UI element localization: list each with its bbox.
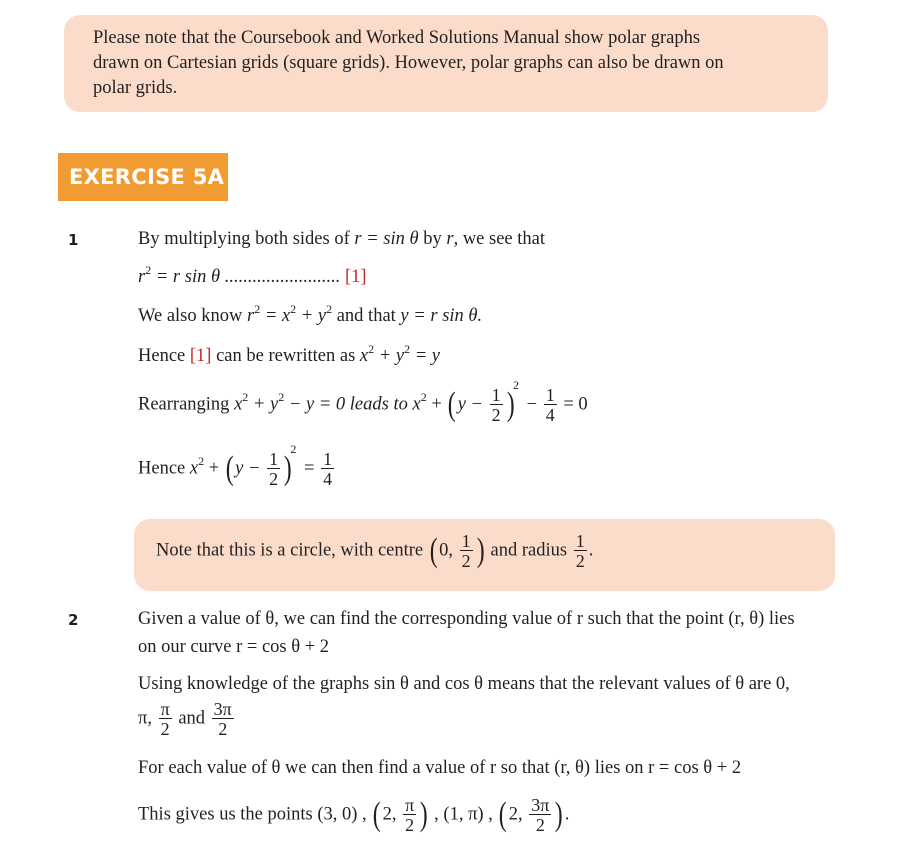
note-box-polar-grids xyxy=(64,15,828,112)
note-circle-text: Note that this is a circle, with centre (0, $\frac{1}{2}$ ) and radius $\frac{1}{2}$ . xyxy=(156,531,594,571)
question-number-2: 2 xyxy=(68,611,79,629)
q1-equation-1: $r^2 = r$ sin θ ......................... [1] xyxy=(138,263,367,287)
q2-theta-values: π, $\frac{\pi}{2}$ and $\frac{3\pi}{2}$ xyxy=(138,699,232,739)
q2-line-5: For each value of θ we can then find a value of r so that (r, θ) lies on r = cos θ + 2 xyxy=(138,758,742,778)
equation-reference-1: [1] xyxy=(344,267,367,287)
q2-line-3: Using knowledge of the graphs sin θ and cos θ means that the relevant values of θ are 0, xyxy=(138,674,790,694)
q1-final-equation: Hence $x^2 + (y$ − $\frac{1}{2}$ )$^2$ = $\frac{1}{4}$ xyxy=(138,442,333,489)
q1-rearranging: Rearranging $x^2 + y^2 - y = 0$ leads to $x^2 + (y$ − $\frac{1}{2}$ )$^2$ − $\frac{1}{4}$ = 0 xyxy=(138,378,588,425)
q1-also-know: We also know $r^2 = x^2 + y^2$ and that y = r sin θ. xyxy=(138,302,483,326)
q2-line-2: on our curve r = cos θ + 2 xyxy=(138,637,330,657)
question-number-1: 1 xyxy=(68,231,79,249)
note-line-2: drawn on Cartesian grids (square grids). However, polar graphs can also be drawn on xyxy=(93,53,724,73)
note-line-1: Please note that the Coursebook and Worked Solutions Manual show polar graphs xyxy=(93,28,701,48)
note-line-3: polar grids. xyxy=(93,78,178,98)
q2-points: This gives us the points (3, 0) , (2, $\frac{\pi}{2}$ ) , (1, π) , (2, $\frac{3\pi}{2}$ ). xyxy=(138,795,570,835)
note-box-circle xyxy=(134,519,835,591)
q2-line-1: Given a value of θ, we can find the corresponding value of r such that the point (r, θ) lies xyxy=(138,609,795,629)
exercise-heading: EXERCISE 5A xyxy=(58,153,228,201)
q1-hence-rewrite: Hence [1] can be rewritten as $x^2 + y^2 = y$ xyxy=(138,342,441,366)
q1-intro: By multiplying both sides of r = sin θ by r, we see that xyxy=(138,229,545,249)
